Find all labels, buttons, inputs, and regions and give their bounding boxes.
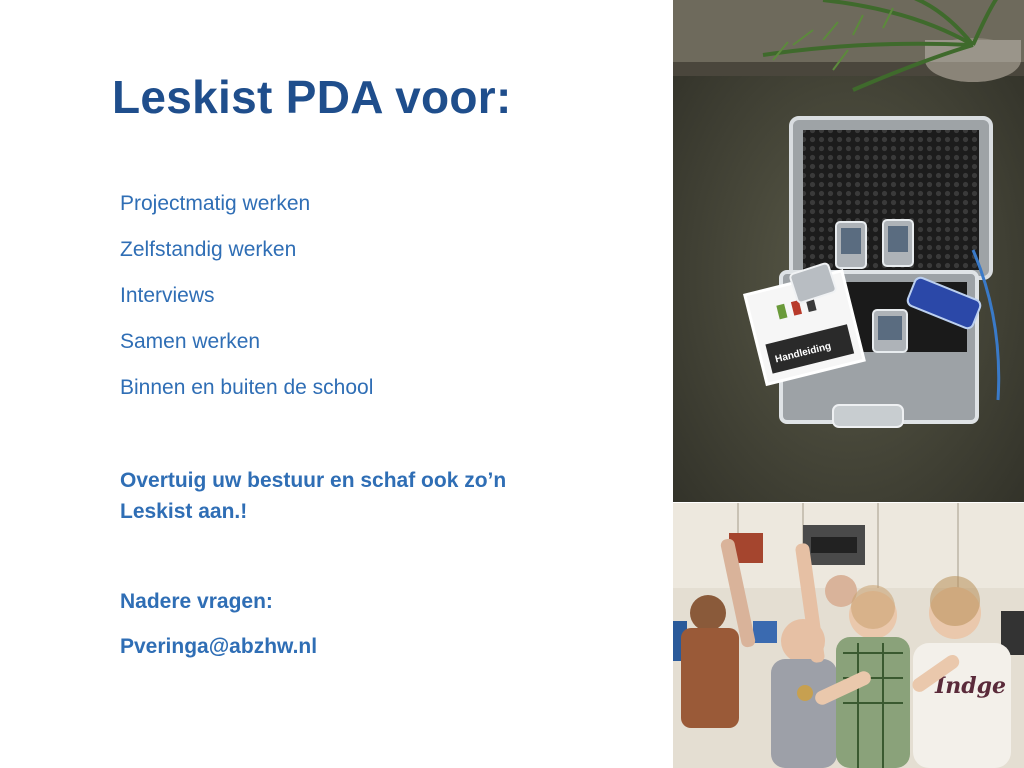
leskist-case-photo xyxy=(673,0,1024,502)
bullet-item: Projectmatig werken xyxy=(120,192,311,215)
children-cheering-photo xyxy=(673,503,1024,768)
bullet-item: Binnen en buiten de school xyxy=(120,376,374,399)
bullet-item: Zelfstandig werken xyxy=(120,238,297,261)
callout-text: Overtuig uw bestuur en schaf ook zo’n Leskist aan.! xyxy=(120,469,507,523)
slide-title: Leskist PDA voor: xyxy=(112,71,512,123)
bullet-item: Interviews xyxy=(120,284,215,307)
contact-label: Nadere vragen: xyxy=(120,590,273,613)
case-illustration xyxy=(673,0,1024,502)
contact-email: Pveringa@abzhw.nl xyxy=(120,635,318,658)
manual-title: Handleiding xyxy=(774,340,833,366)
children-illustration xyxy=(673,503,1024,768)
bullet-list xyxy=(120,189,373,419)
bullet-item: Samen werken xyxy=(120,330,261,353)
sweater-print: Indge xyxy=(935,673,1007,699)
